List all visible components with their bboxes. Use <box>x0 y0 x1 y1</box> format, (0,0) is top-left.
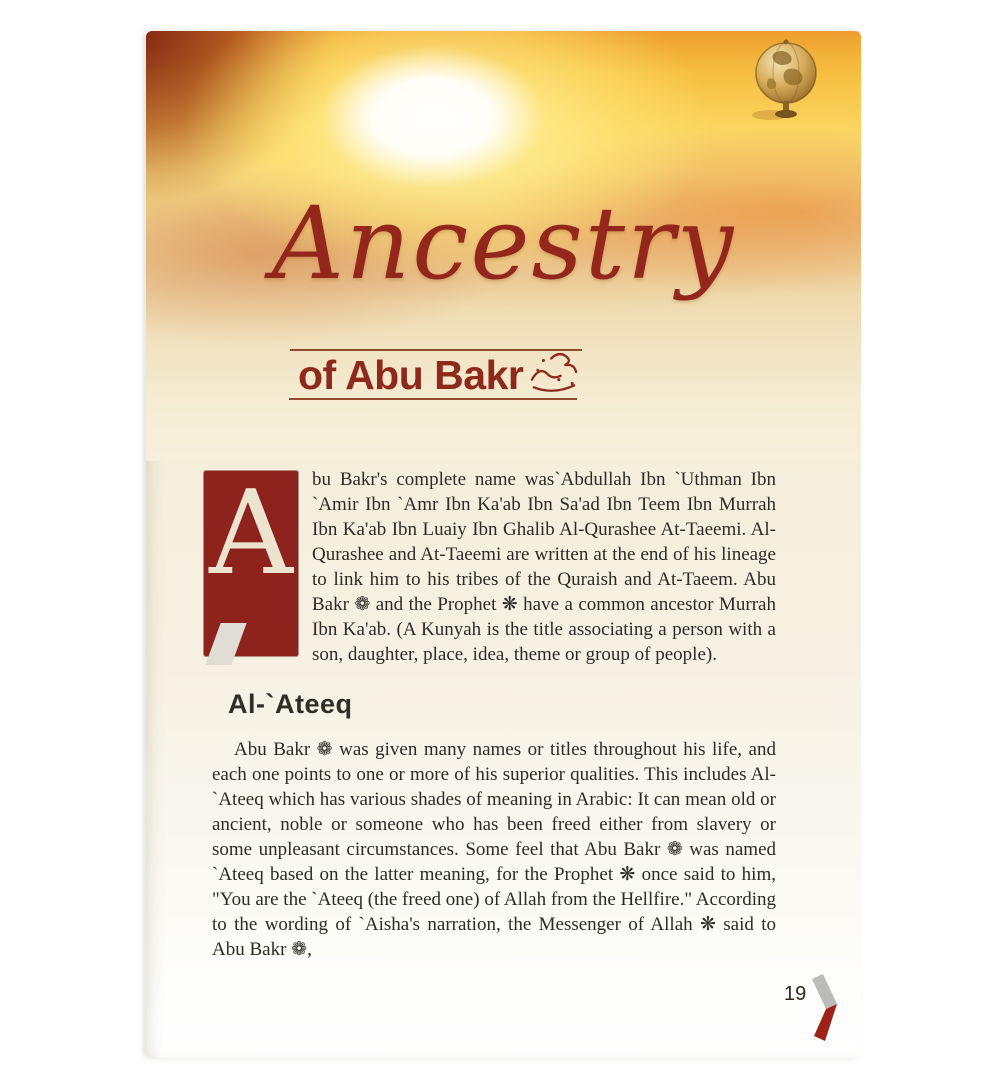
paragraph-1-text: bu Bakr's complete name was`Abdullah Ibn `Uthman Ibn `Amir Ibn `Amr Ibn Ka'ab Ibn Sa'ad Ibn Teem Ibn Murrah Ibn Ka'ab Ibn Luaiy Ibn Ghalib Al-Qurashee At-Taeemi. Al-Qurashee and At-Taeemi are written at the end of his lineage to link him to his tribes of the Quraish and At-Taeem. Abu Bakr ❁ and the Prophet ❋ have a common ancestor Murrah Ibn Ka'ab. (A Kunyah is the title associating a person with a son, daughter, place, idea, theme or group of people). <box>312 469 776 665</box>
paragraph-2: Abu Bakr ❁ was given many names or titles throughout his life, and each one points to one or more of his superior qualities. This includes Al-`Ateeq which has various shades of meaning in Arabic: It can mean old or ancient, noble or someone who has been freed either from slavery or some unpleasant circumstances. Some feel that Abu Bakr ❁ was named `Ateeq based on the latter meaning, for the Prophet ❋ once said to him, "You are the `Ateeq (the freed one) of Allah from the Hellfire." According to the wording of `Aisha's narration, the Messenger of Allah ❋ said to Abu Bakr ❁, <box>212 739 776 960</box>
radi-allahu-anhu-calligraphy-icon <box>524 347 582 395</box>
subtitle-rule-bottom <box>289 398 577 400</box>
dropcap-slash-ornament <box>205 623 246 665</box>
hero-desert-image <box>146 31 861 461</box>
page-corner-chevron-icon <box>804 971 842 1045</box>
book-page <box>146 31 861 1058</box>
page-title: Ancestry <box>271 185 736 302</box>
article-body <box>146 461 861 962</box>
dropcap-block <box>204 466 298 656</box>
dropcap-letter: A <box>209 466 293 601</box>
globe-icon <box>748 39 824 123</box>
paragraph-1 <box>209 466 776 667</box>
section-heading: Al-`Ateeq <box>228 689 353 719</box>
page-subtitle: of Abu Bakr <box>298 352 524 398</box>
page-number: 19 <box>784 983 807 1005</box>
